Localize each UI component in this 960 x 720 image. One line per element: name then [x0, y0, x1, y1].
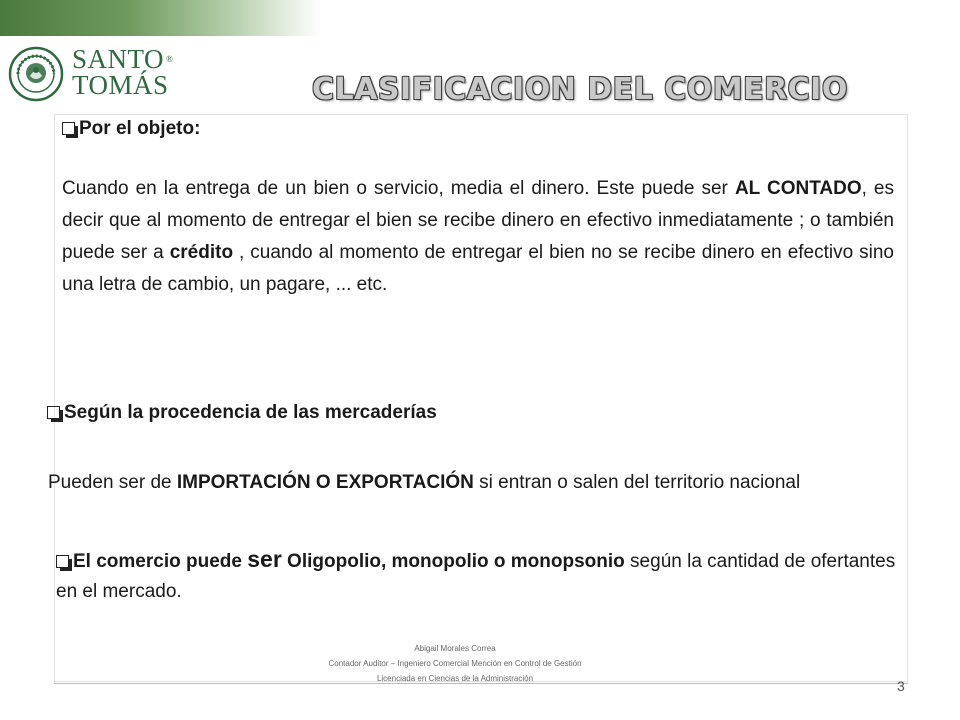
- footer-credentials: Contador Auditor – Ingeniero Comercial Mención en Control de Gestión: [328, 659, 582, 668]
- logo-line-tomas: TOMÁS: [72, 70, 169, 100]
- university-seal-icon: [8, 46, 64, 102]
- page-number: 3: [897, 678, 905, 694]
- checkbox-bullet-icon: [47, 406, 60, 419]
- footer-degree: Licenciada en Ciencias de la Administración: [376, 674, 534, 683]
- slide-title: CLASIFICACION DEL COMERCIO: [312, 72, 848, 107]
- paragraph-procedencia: Pueden ser de IMPORTACIÓN O EXPORTACIÓN si entran o salen del territorio nacional: [48, 472, 801, 493]
- logo-line-santo: SANTO ®: [72, 44, 174, 74]
- paragraph-por-el-objeto: Cuando en la entrega de un bien o servicio, media el dinero. Este puede ser AL CONTADO, es decir que al momento de entregar el bien se recibe dinero en efectivo inmediatamente ; o también puede ser a crédito , cuando al momento de entregar el bien no se recibe dinero en efectivo sino una letra de cambio, un pagare, ... etc.: [62, 178, 895, 295]
- santo-tomas-logo: [8, 44, 188, 104]
- heading-procedencia: Según la procedencia de las mercaderías: [47, 402, 437, 424]
- footer-author: Abigail Morales Correa: [414, 644, 496, 653]
- footer-divider: [54, 683, 908, 684]
- paragraph-oligopolio: El comercio puede ser Oligopolio, monopolio o monopsonio según la cantidad de ofertantes en el mercado.: [56, 546, 896, 602]
- slide-footer: [260, 641, 650, 686]
- heading-por-el-objeto: Por el objeto:: [62, 118, 200, 140]
- checkbox-bullet-icon: [62, 122, 75, 135]
- checkbox-bullet-icon: [56, 555, 69, 568]
- top-gradient-bar: [0, 0, 320, 36]
